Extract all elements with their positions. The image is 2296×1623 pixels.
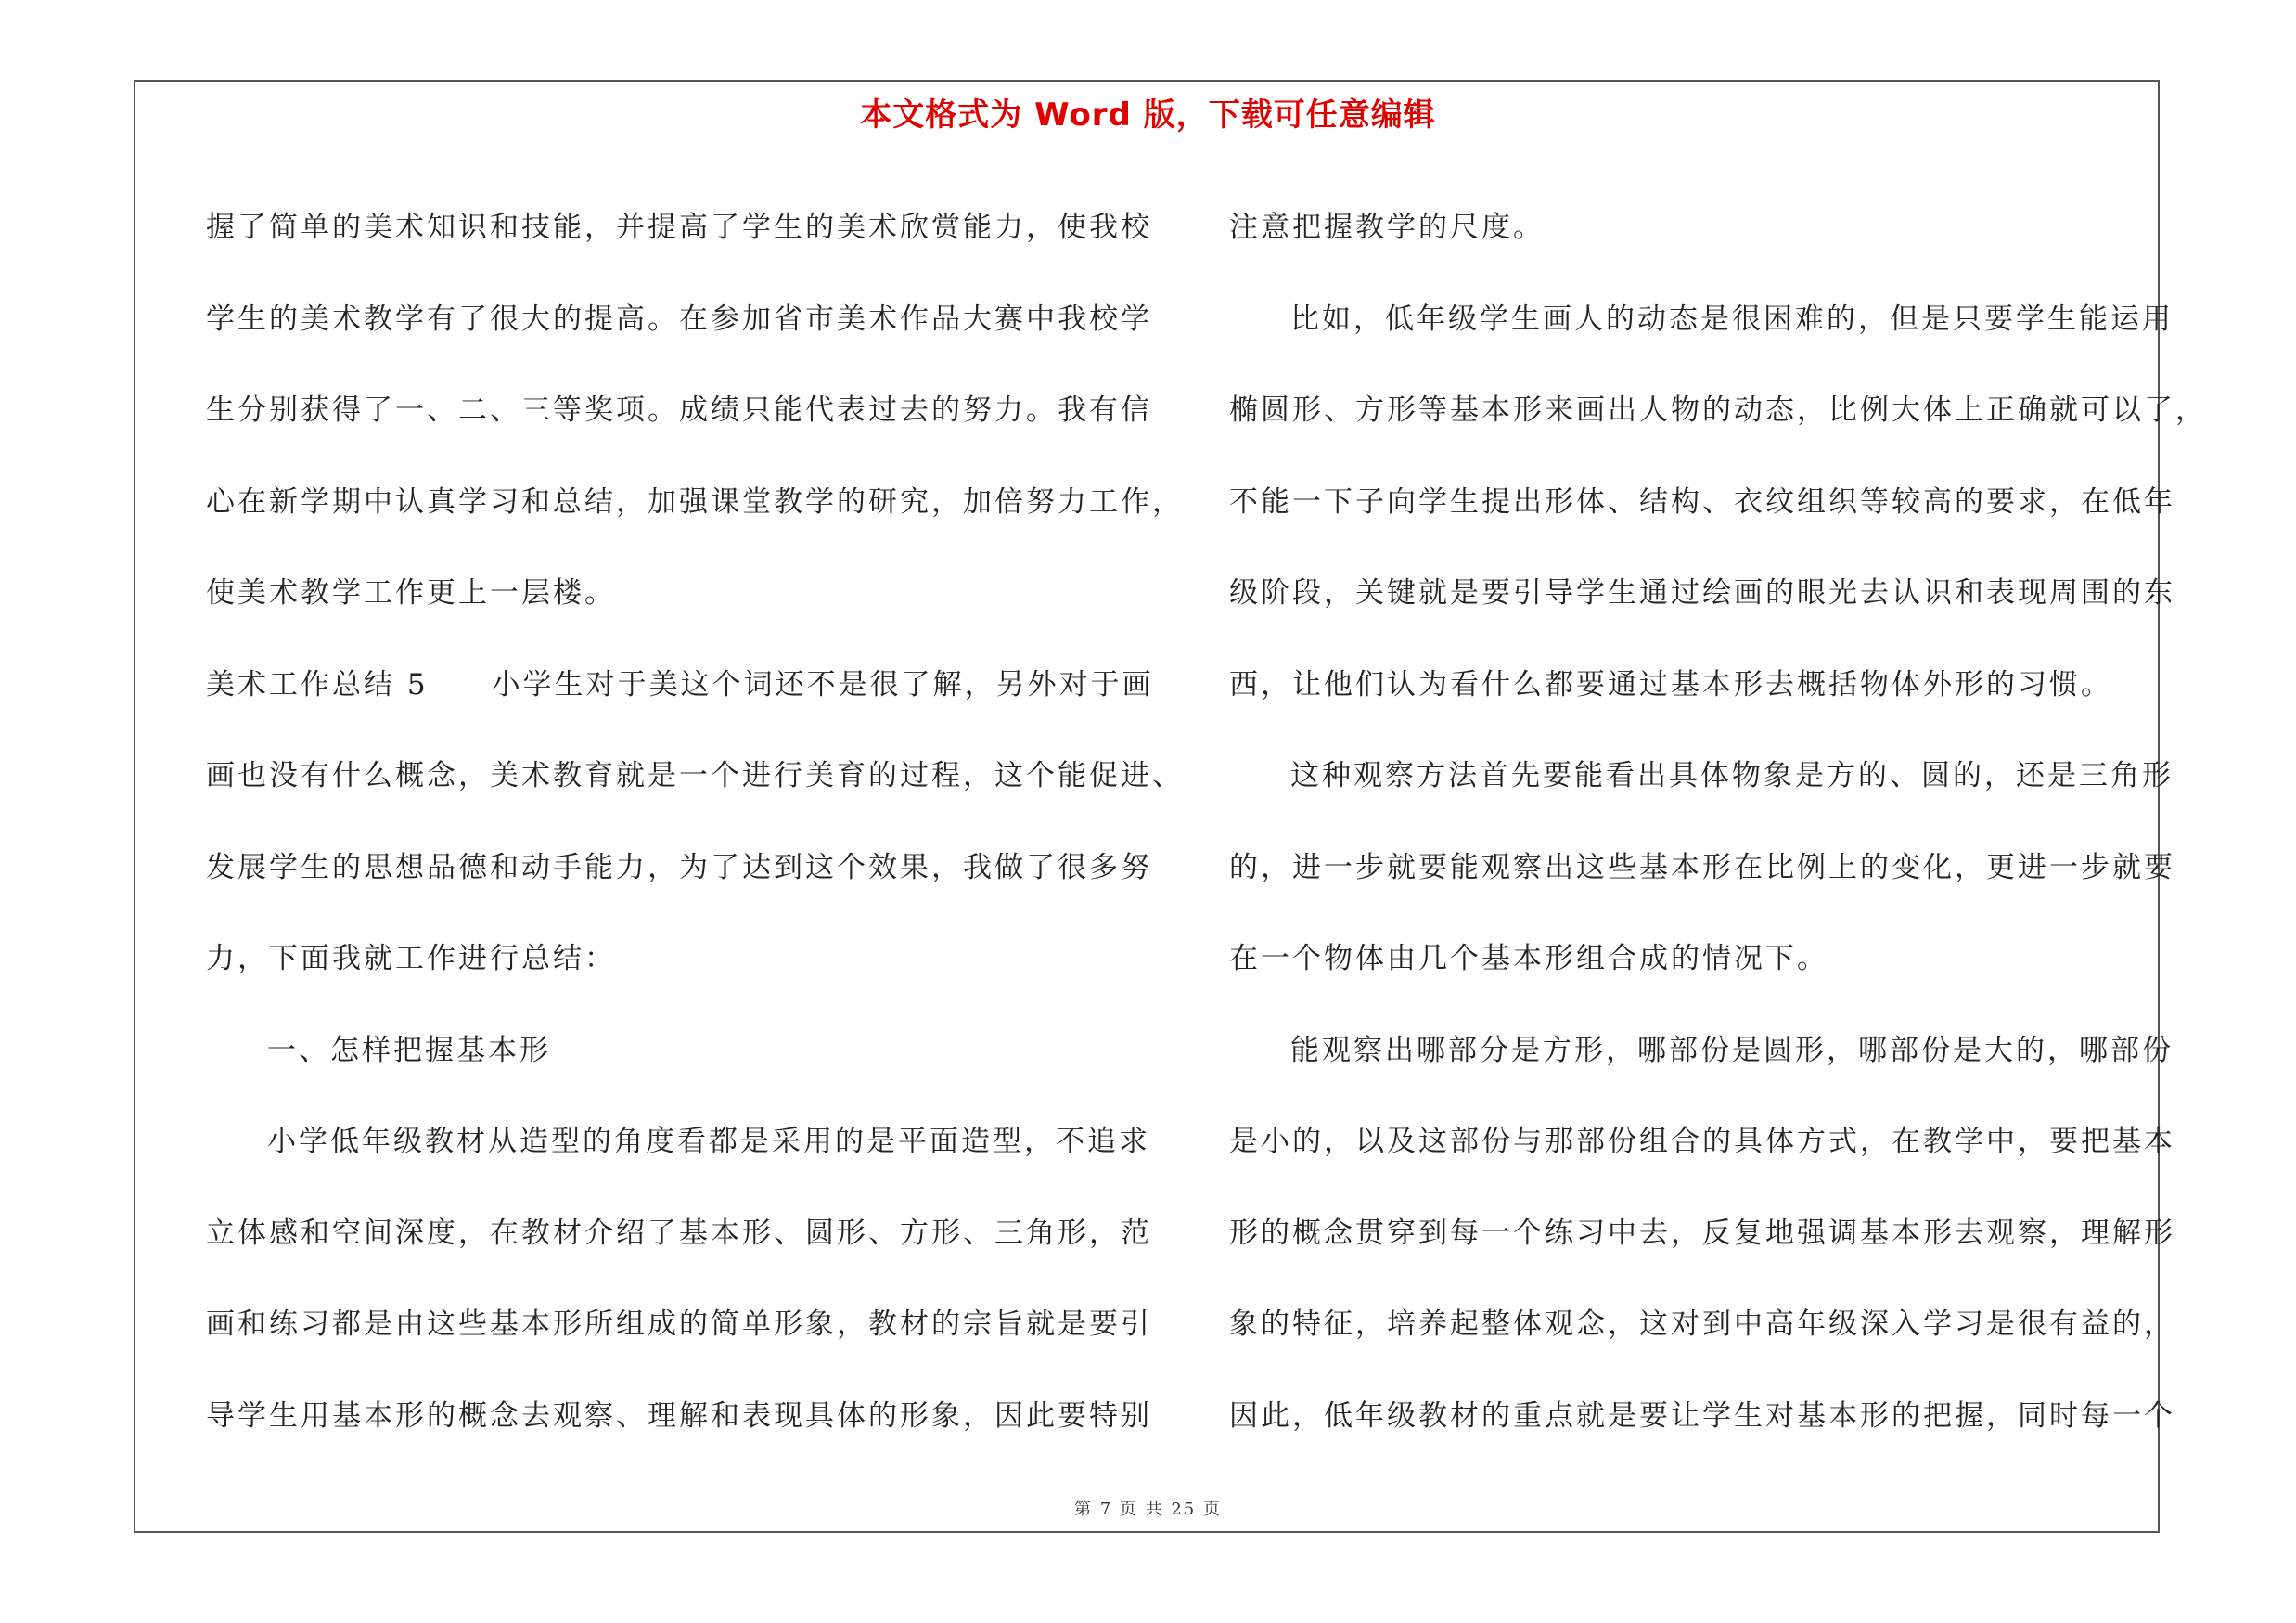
subheading: 一、怎样把握基本形 bbox=[267, 1033, 551, 1067]
text-line: 小学低年级教材从造型的角度看都是采用的是平面造型，不追求 bbox=[267, 1125, 1150, 1158]
left-column bbox=[206, 182, 1184, 1462]
text-line: 注意把握教学的尺度。 bbox=[1229, 211, 1545, 244]
section-heading-line: 美术工作总结 5 小学生对于美这个词还不是很了解，另外对于画 bbox=[206, 667, 1154, 702]
text-line: 因此，低年级教材的重点就是要让学生对基本形的把握，同时每一个 bbox=[1229, 1398, 2175, 1433]
text-line: 级阶段，关键就是要引导学生通过绘画的眼光去认识和表现周围的东 bbox=[1229, 576, 2175, 610]
text-line: 西，让他们认为看什么都要通过基本形去概括物体外形的习惯。 bbox=[1229, 667, 2112, 702]
text-line: 不能一下子向学生提出形体、结构、衣纹组织等较高的要求，在低年 bbox=[1229, 484, 2175, 519]
text-line: 在一个物体由几个基本形组合成的情况下。 bbox=[1229, 942, 1828, 975]
text-line: 发展学生的思想品德和动手能力，为了达到这个效果，我做了很多努 bbox=[206, 850, 1152, 884]
text-line: 的，进一步就要能观察出这些基本形在比例上的变化，更进一步就要 bbox=[1229, 850, 2175, 884]
text-line: 这种观察方法首先要能看出具体物象是方的、圆的，还是三角形 bbox=[1290, 759, 2174, 792]
text-line: 力，下面我就工作进行总结： bbox=[206, 942, 616, 975]
text-line: 生分别获得了一、二、三等奖项。成绩只能代表过去的努力。我有信 bbox=[206, 393, 1152, 427]
text-line: 是小的，以及这部份与那部份组合的具体方式，在教学中，要把基本 bbox=[1229, 1125, 2175, 1158]
text-line: 心在新学期中认真学习和总结，加强课堂教学的研究，加倍努力工作， bbox=[206, 484, 1184, 519]
text-line: 立体感和空间深度，在教材介绍了基本形、圆形、方形、三角形，范 bbox=[206, 1216, 1152, 1250]
text-line: 能观察出哪部分是方形，哪部份是圆形，哪部份是大的，哪部份 bbox=[1290, 1033, 2174, 1067]
right-column bbox=[1229, 182, 2207, 1462]
text-line: 象的特征，培养起整体观念，这对到中高年级深入学习是很有益的， bbox=[1229, 1307, 2175, 1341]
text-line: 握了简单的美术知识和技能，并提高了学生的美术欣赏能力，使我校 bbox=[206, 211, 1152, 244]
text-line: 使美术教学工作更上一层楼。 bbox=[206, 576, 616, 610]
text-line: 形的概念贯穿到每一个练习中去，反复地强调基本形去观察，理解形 bbox=[1229, 1216, 2175, 1250]
text-line: 比如，低年级学生画人的动态是很困难的，但是只要学生能运用 bbox=[1290, 302, 2174, 336]
page-number: 第 7 页 共 25 页 bbox=[1074, 1500, 1222, 1519]
text-line: 导学生用基本形的概念去观察、理解和表现具体的形象，因此要特别 bbox=[206, 1398, 1152, 1433]
text-line: 学生的美术教学有了很大的提高。在参加省市美术作品大赛中我校学 bbox=[206, 302, 1152, 336]
text-line: 画和练习都是由这些基本形所组成的简单形象，教材的宗旨就是要引 bbox=[206, 1307, 1152, 1341]
header-banner: 本文格式为 Word 版，下载可任意编辑 bbox=[860, 97, 1436, 134]
text-line: 画也没有什么概念，美术教育就是一个进行美育的过程，这个能促进、 bbox=[206, 759, 1184, 792]
text-line: 椭圆形、方形等基本形来画出人物的动态，比例大体上正确就可以了， bbox=[1229, 393, 2207, 427]
